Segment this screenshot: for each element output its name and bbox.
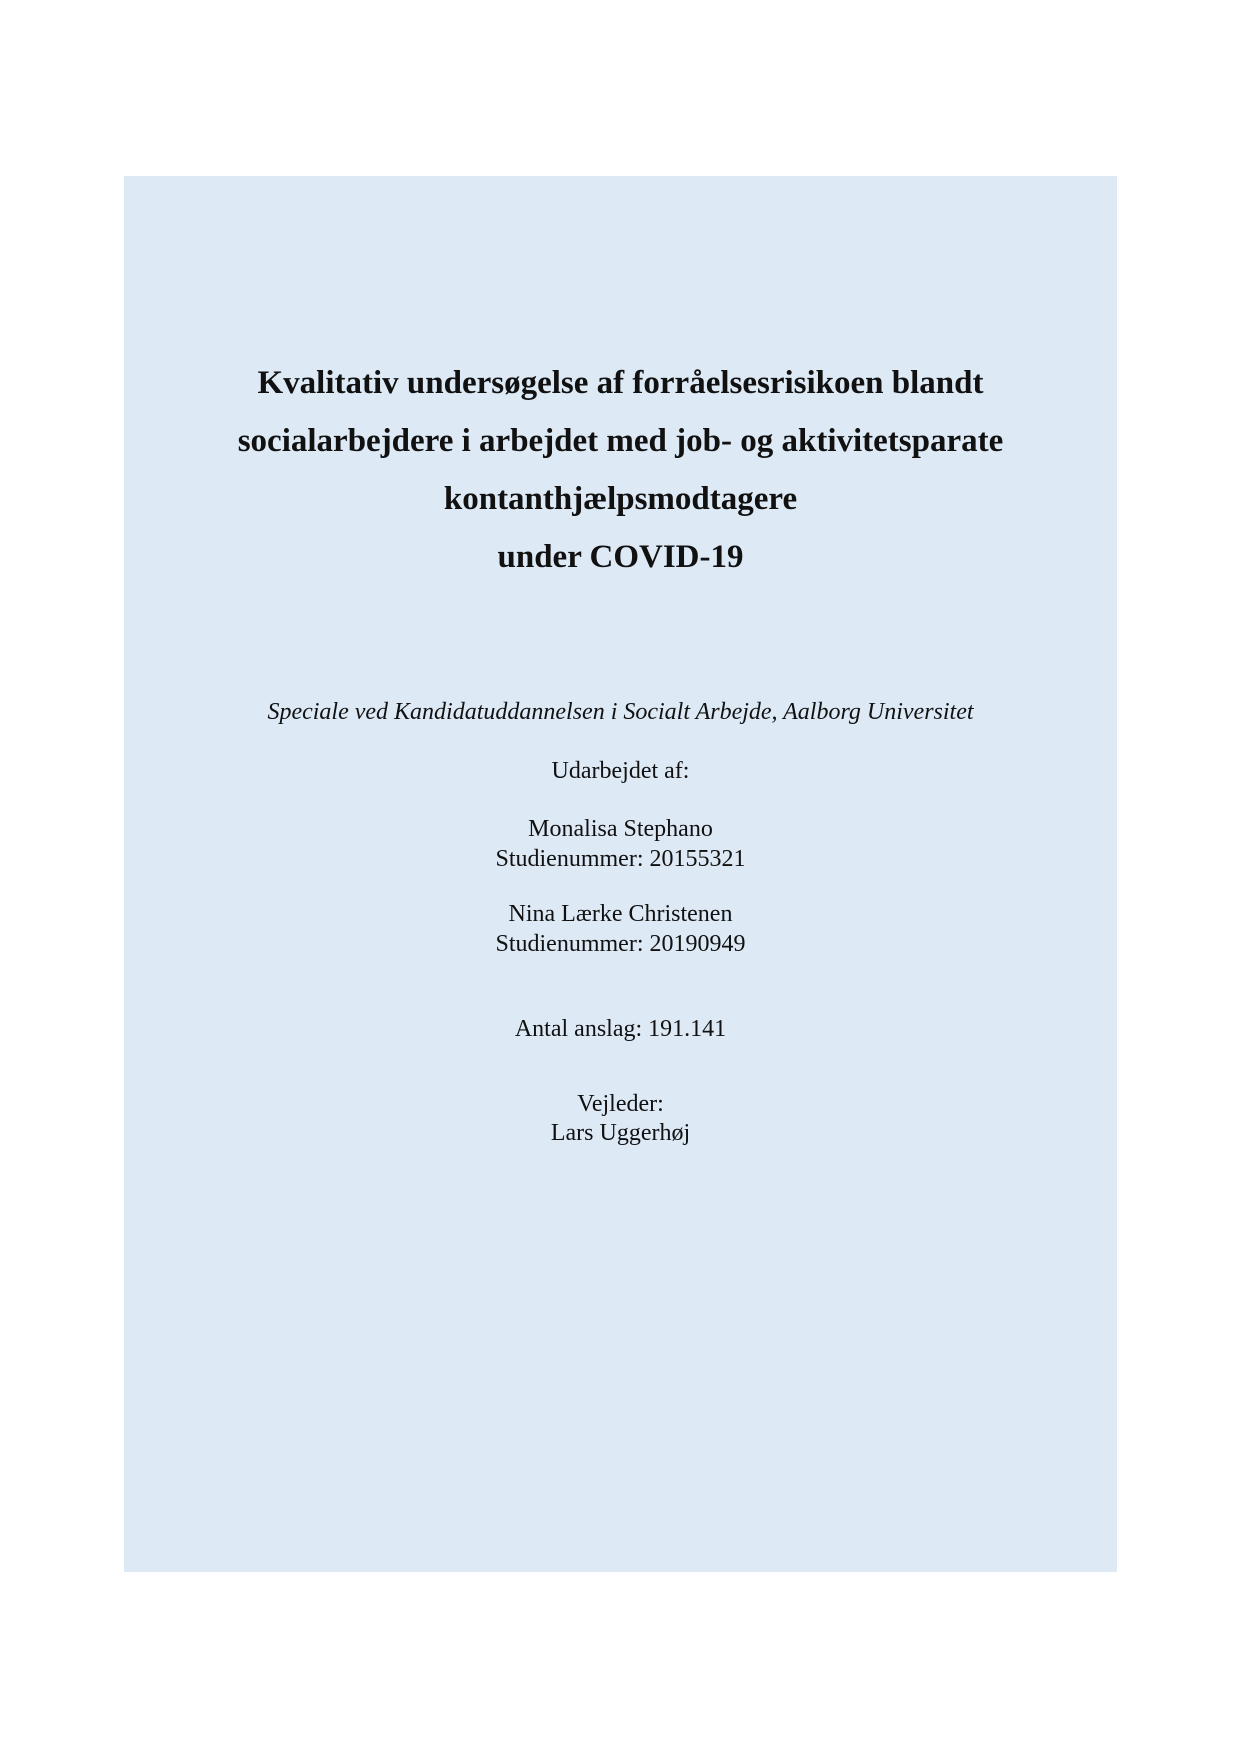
author-1-student-number: Studienummer: 20155321 (495, 846, 746, 872)
author-1-name: Monalisa Stephano (528, 816, 713, 842)
character-count: Antal anslag: 191.141 (514, 1016, 727, 1042)
supervisor-name: Lars Uggerhøj (550, 1120, 691, 1146)
document-title (124, 354, 1117, 586)
author-2-name: Nina Lærke Christenen (508, 901, 733, 927)
cover-panel (124, 176, 1117, 1572)
prepared-by-label: Udarbejdet af: (551, 758, 690, 784)
author-2-student-number: Studienummer: 20190949 (495, 931, 746, 957)
title-line-1: Kvalitativ undersøgelse af forråelsesrisikoen blandt (257, 365, 984, 401)
thesis-subtitle: Speciale ved Kandidatuddannelsen i Socialt Arbejde, Aalborg Universitet (267, 699, 974, 725)
title-line-2: socialarbejdere i arbejdet med job- og aktivitetsparate (237, 423, 1004, 459)
title-line-3: kontanthjælpsmodtagere (443, 481, 798, 517)
supervisor-label: Vejleder: (577, 1091, 664, 1117)
title-line-4: under COVID-19 (497, 539, 744, 575)
